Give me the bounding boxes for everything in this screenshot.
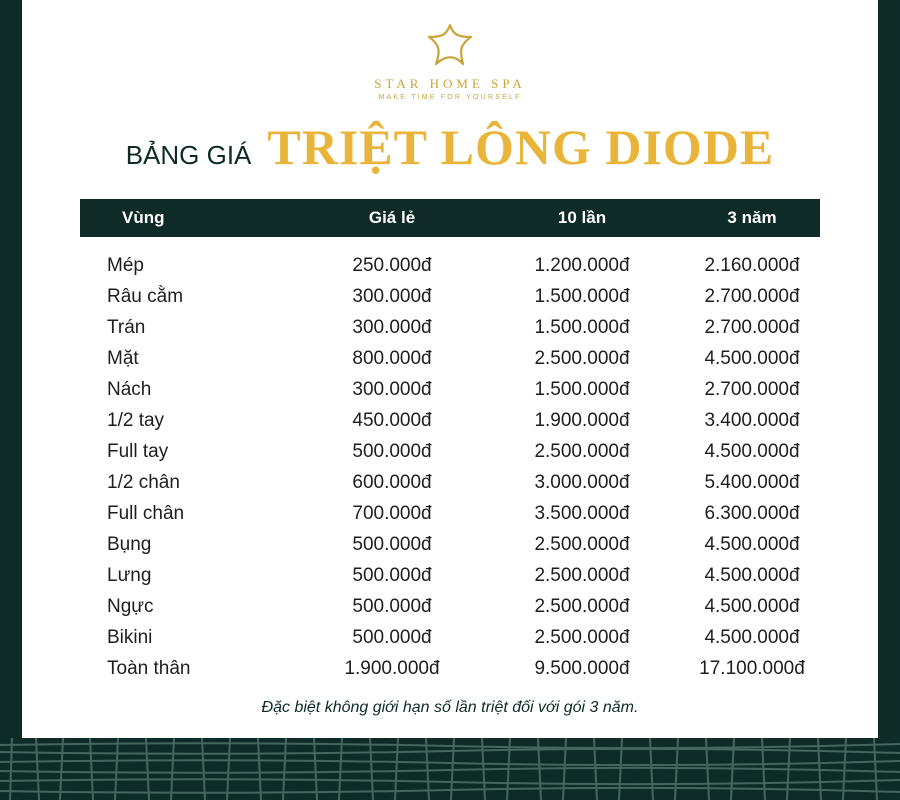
cell-3-years: 4.500.000đ xyxy=(704,565,800,586)
cell-single-price: 450.000đ xyxy=(352,410,432,431)
cell-10-sessions: 1.200.000đ xyxy=(534,255,630,276)
brand-tagline: MAKE TIME FOR YOURSELF xyxy=(378,94,522,101)
cell-3-years: 4.500.000đ xyxy=(704,534,800,555)
cell-single-price: 800.000đ xyxy=(352,348,432,369)
cell-3-years: 2.700.000đ xyxy=(704,286,800,307)
brand-logo xyxy=(22,22,878,101)
cell-region: Full tay xyxy=(107,441,169,462)
cell-region: Full chân xyxy=(107,503,185,524)
table-row xyxy=(22,562,878,593)
cell-3-years: 4.500.000đ xyxy=(704,348,800,369)
cell-single-price: 700.000đ xyxy=(352,503,432,524)
table-row xyxy=(22,407,878,438)
table-row xyxy=(22,500,878,531)
star-outline-icon xyxy=(424,22,476,68)
cell-10-sessions: 2.500.000đ xyxy=(534,441,630,462)
cell-region: Râu cằm xyxy=(107,286,184,307)
cell-region: Toàn thân xyxy=(107,658,191,679)
cell-10-sessions: 2.500.000đ xyxy=(534,534,630,555)
table-row xyxy=(22,655,878,686)
price-card xyxy=(22,0,878,738)
cell-region: Nách xyxy=(107,379,152,400)
cell-region: Bụng xyxy=(107,534,152,555)
cell-10-sessions: 3.500.000đ xyxy=(534,503,630,524)
table-row xyxy=(22,345,878,376)
cell-single-price: 500.000đ xyxy=(352,534,432,555)
page-title xyxy=(22,118,878,176)
cell-region: 1/2 tay xyxy=(107,410,165,431)
table-row xyxy=(22,469,878,500)
cell-3-years: 6.300.000đ xyxy=(704,503,800,524)
cell-3-years: 2.700.000đ xyxy=(704,317,800,338)
title-main: TRIỆT LÔNG DIODE xyxy=(267,119,775,175)
cell-single-price: 300.000đ xyxy=(352,286,432,307)
cell-single-price: 500.000đ xyxy=(352,596,432,617)
header-3-years: 3 năm xyxy=(727,208,777,227)
cell-10-sessions: 1.500.000đ xyxy=(534,317,630,338)
table-row xyxy=(22,314,878,345)
cell-single-price: 500.000đ xyxy=(352,627,432,648)
table-row xyxy=(22,376,878,407)
table-row xyxy=(22,593,878,624)
cell-3-years: 2.700.000đ xyxy=(704,379,800,400)
table-body xyxy=(22,252,878,686)
cell-10-sessions: 1.500.000đ xyxy=(534,379,630,400)
cell-10-sessions: 9.500.000đ xyxy=(534,658,630,679)
table-row xyxy=(22,438,878,469)
cell-3-years: 4.500.000đ xyxy=(704,441,800,462)
footnote: Đặc biệt không giới hạn số lần triệt đối với gói 3 năm. xyxy=(261,699,639,716)
cell-10-sessions: 2.500.000đ xyxy=(534,596,630,617)
cell-region: Mặt xyxy=(107,348,139,369)
cell-10-sessions: 2.500.000đ xyxy=(534,565,630,586)
cell-single-price: 500.000đ xyxy=(352,565,432,586)
cell-10-sessions: 2.500.000đ xyxy=(534,348,630,369)
cell-single-price: 250.000đ xyxy=(352,255,432,276)
cell-10-sessions: 3.000.000đ xyxy=(534,472,630,493)
cell-region: Lưng xyxy=(107,565,152,586)
header-region: Vùng xyxy=(122,208,165,227)
table-row xyxy=(22,283,878,314)
cell-10-sessions: 1.500.000đ xyxy=(534,286,630,307)
cell-single-price: 300.000đ xyxy=(352,379,432,400)
title-prefix: BẢNG GIÁ xyxy=(125,140,252,170)
cell-3-years: 3.400.000đ xyxy=(704,410,800,431)
table-header xyxy=(80,199,820,237)
cell-3-years: 4.500.000đ xyxy=(704,627,800,648)
cell-3-years: 4.500.000đ xyxy=(704,596,800,617)
cell-single-price: 500.000đ xyxy=(352,441,432,462)
brand-name: STAR HOME SPA xyxy=(374,76,526,91)
cell-single-price: 1.900.000đ xyxy=(344,658,440,679)
table-row xyxy=(22,531,878,562)
cell-region: Ngực xyxy=(107,596,154,617)
cell-region: Bikini xyxy=(107,627,153,648)
cell-region: 1/2 chân xyxy=(107,472,180,493)
cell-10-sessions: 1.900.000đ xyxy=(534,410,630,431)
cell-single-price: 300.000đ xyxy=(352,317,432,338)
cell-3-years: 17.100.000đ xyxy=(699,658,805,679)
table-row xyxy=(22,624,878,655)
table-row xyxy=(22,252,878,283)
cell-region: Trán xyxy=(107,317,146,338)
header-single-price: Giá lẻ xyxy=(368,208,416,227)
cell-region: Mép xyxy=(107,255,144,276)
cell-3-years: 2.160.000đ xyxy=(704,255,800,276)
cell-10-sessions: 2.500.000đ xyxy=(534,627,630,648)
header-10-sessions: 10 lần xyxy=(557,208,607,227)
cell-3-years: 5.400.000đ xyxy=(704,472,800,493)
cell-single-price: 600.000đ xyxy=(352,472,432,493)
